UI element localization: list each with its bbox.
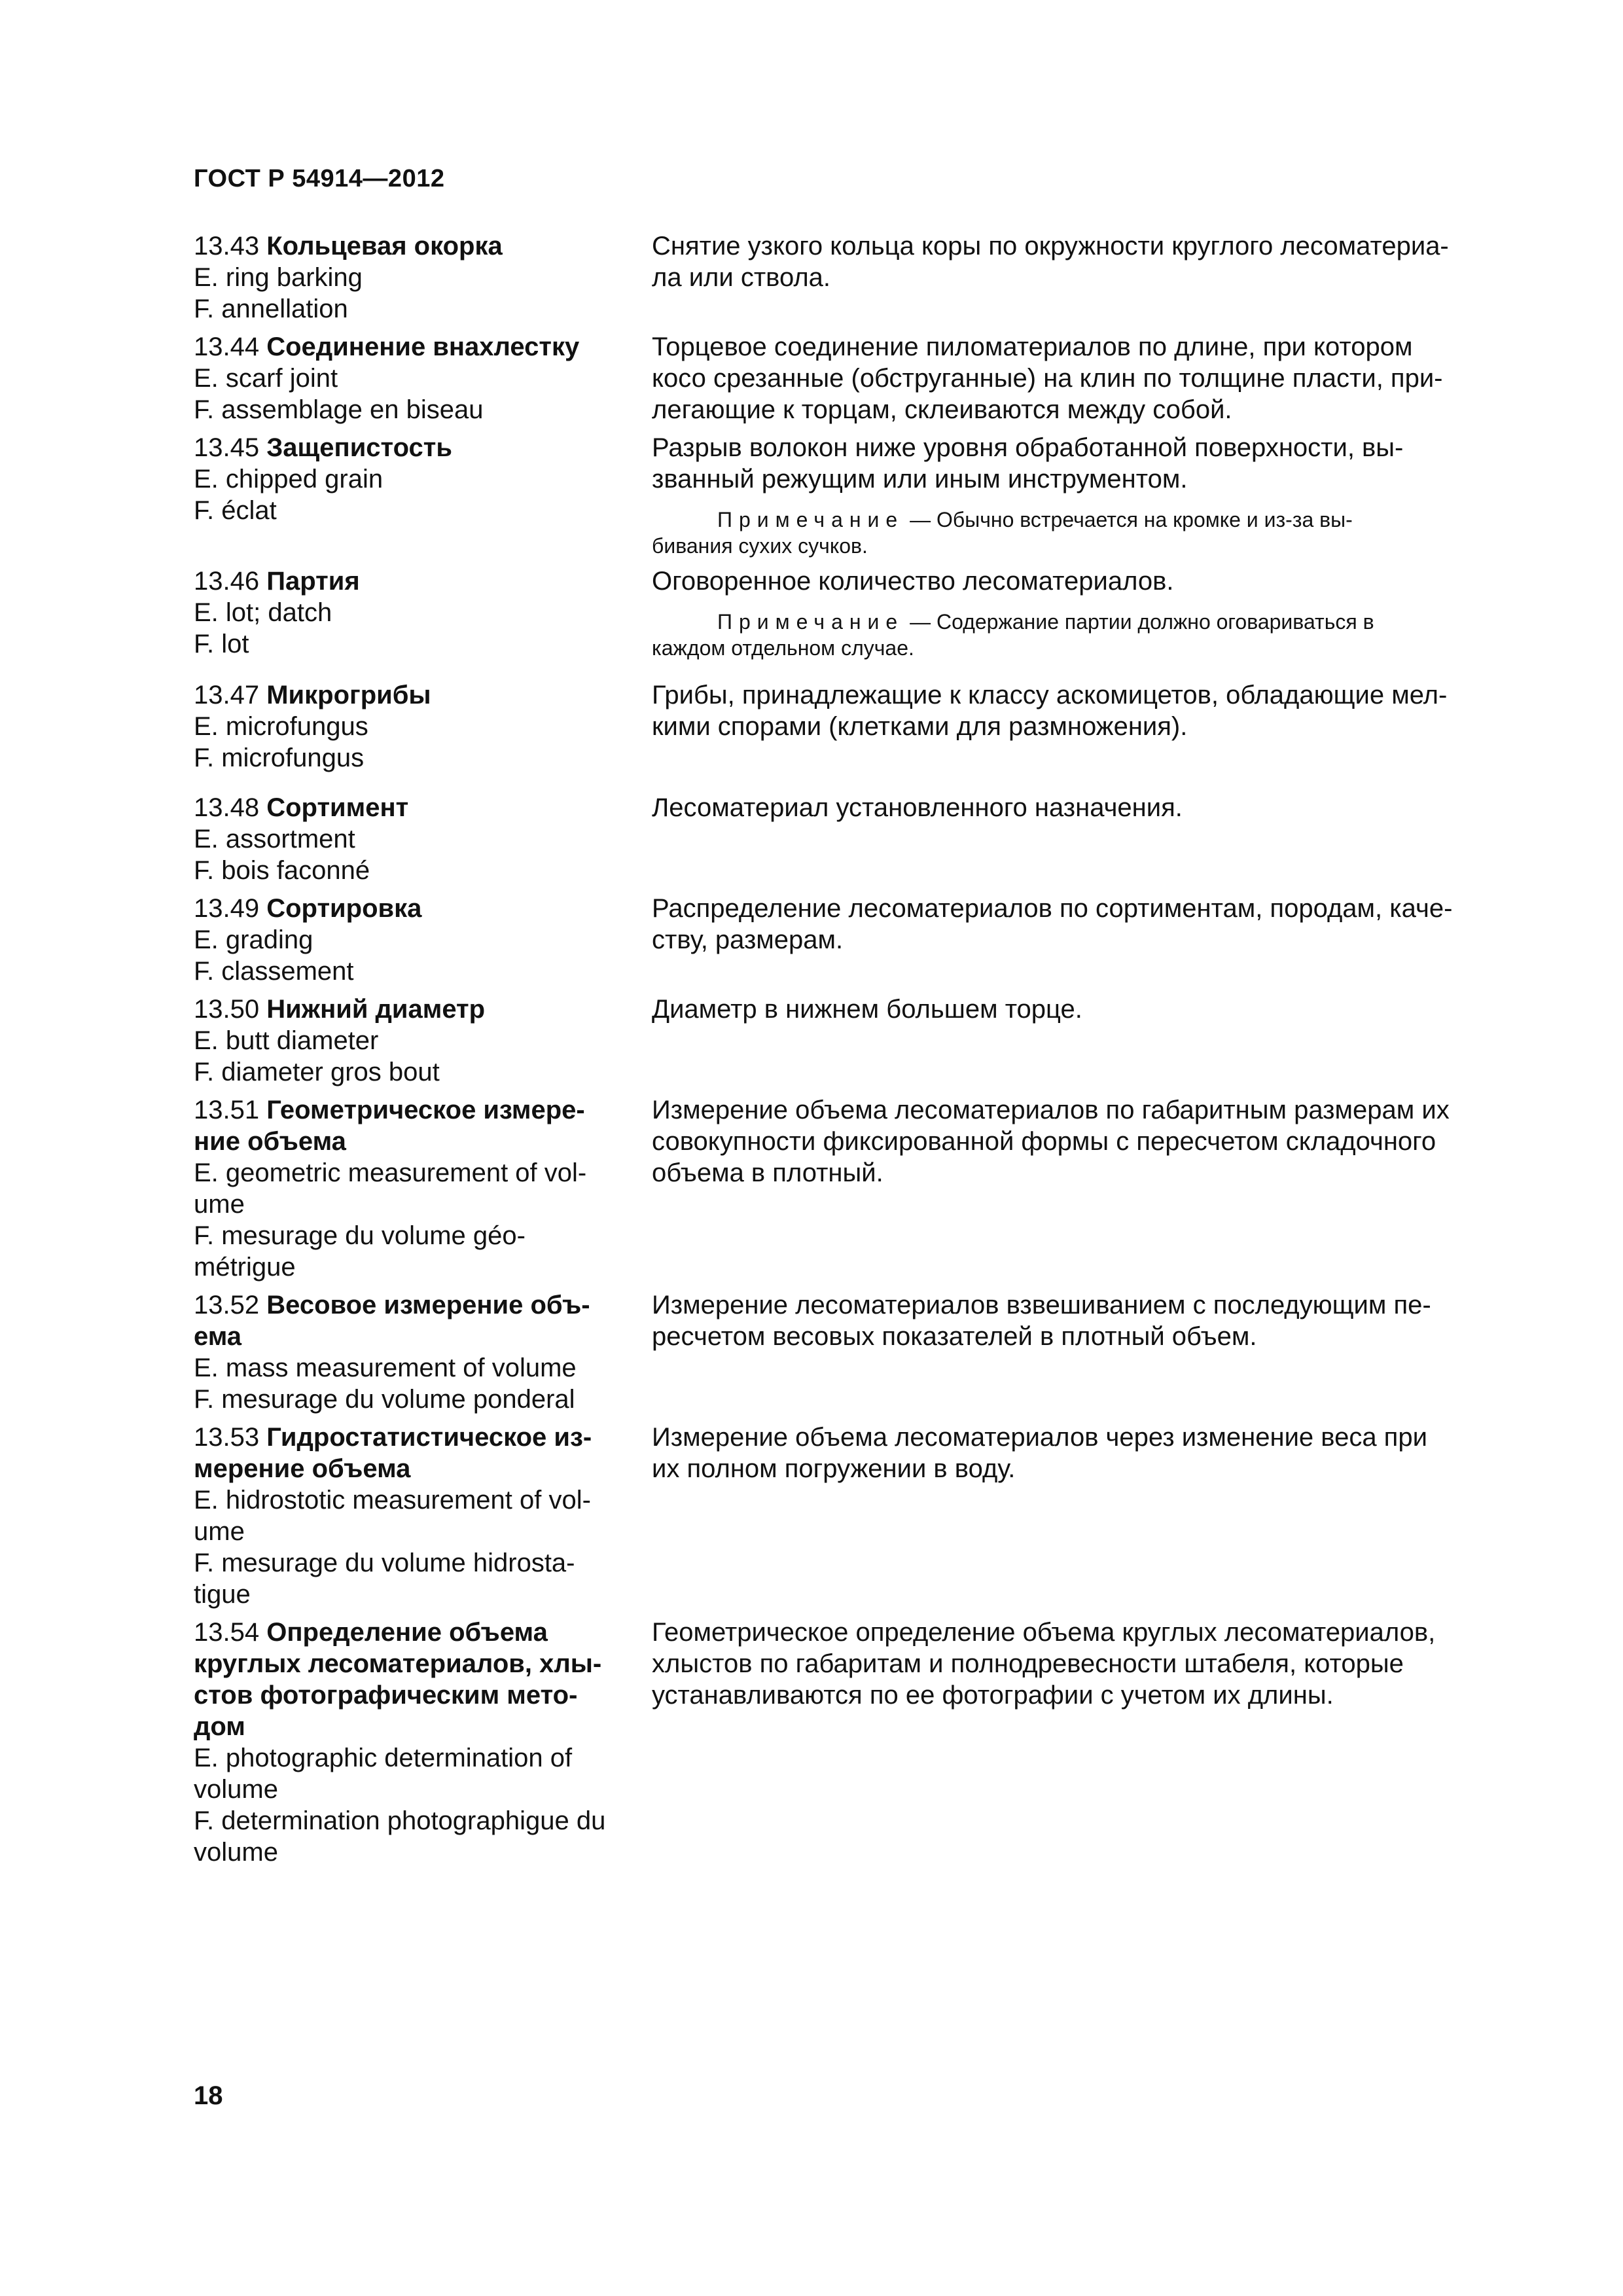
term-entry: [194, 893, 1516, 987]
english-equivalent: E. hidrostotic measurement of vol-: [194, 1486, 591, 1515]
term-column: [194, 1289, 637, 1415]
term-line: [194, 1126, 620, 1157]
french-equivalent: F. classement: [194, 957, 354, 986]
term-name: дом: [194, 1712, 245, 1741]
term-line: [194, 1648, 620, 1679]
definition-line: Измерение лесоматериалов взвешиванием с последующим пе-: [652, 1291, 1431, 1319]
french-equivalent: tigue: [194, 1580, 251, 1609]
definition-line: совокупности фиксированной формы с пересчетом складочного: [652, 1127, 1436, 1156]
french-equivalent: F. diameter gros bout: [194, 1058, 440, 1086]
term-line: [194, 893, 620, 924]
definition-line: объема в плотный.: [652, 1158, 883, 1187]
definition-line: Измерение объема лесоматериалов по габаритным размерам их: [652, 1096, 1450, 1124]
term-column: [194, 1094, 637, 1283]
english-equivalent: E. butt diameter: [194, 1026, 379, 1055]
term-column: [194, 565, 637, 661]
term-name: мерение объема: [194, 1454, 411, 1483]
term-number: 13.51: [194, 1096, 260, 1124]
term-entry: [194, 994, 1516, 1088]
french-equivalent: métrigue: [194, 1253, 296, 1282]
term-column: [194, 792, 637, 886]
french-equivalent: F. mesurage du volume hidrosta-: [194, 1549, 575, 1577]
term-entry: [194, 679, 1516, 774]
definition-line: кими спорами (клетками для размножения).: [652, 712, 1188, 741]
french-equivalent: F. mesurage du volume géo-: [194, 1221, 526, 1250]
definition-column: [652, 565, 1505, 661]
term-line: [194, 1321, 620, 1352]
term-name: Весовое измерение объ-: [266, 1291, 590, 1319]
term-entry: [194, 1617, 1516, 1868]
term-name: Защепистость: [266, 433, 452, 462]
english-equivalent: E. geometric measurement of vol-: [194, 1158, 587, 1187]
term-entry: [194, 565, 1516, 661]
term-column: [194, 1617, 637, 1868]
french-equivalent: F. éclat: [194, 496, 277, 525]
term-name: Геометрическое измере-: [266, 1096, 585, 1124]
definition-line: ресчетом весовых показателей в плотный объем.: [652, 1322, 1257, 1351]
term-number: 13.48: [194, 793, 260, 822]
definition-line: Геометрическое определение объема круглых лесоматериалов,: [652, 1618, 1436, 1647]
term-line: [194, 1289, 620, 1321]
term-entry: [194, 432, 1516, 559]
french-equivalent: F. bois faconné: [194, 856, 370, 885]
term-line: [194, 1094, 620, 1126]
term-number: 13.53: [194, 1423, 260, 1452]
term-entry: [194, 1094, 1516, 1283]
term-name: Сортировка: [266, 894, 422, 923]
definition-column: [652, 331, 1505, 425]
english-equivalent: E. scarf joint: [194, 364, 338, 393]
definition-line: Распределение лесоматериалов по сортиментам, породам, каче-: [652, 894, 1453, 923]
definition-line: Торцевое соединение пиломатериалов по длине, при котором: [652, 332, 1413, 361]
term-entry: [194, 1422, 1516, 1610]
term-column: [194, 1422, 637, 1610]
definition-column: [652, 1289, 1505, 1415]
term-column: [194, 331, 637, 425]
term-name: Микрогрибы: [266, 681, 431, 709]
term-entry: [194, 792, 1516, 886]
term-name: Нижний диаметр: [266, 995, 486, 1024]
term-name: Соединение внахлестку: [266, 332, 580, 361]
note-label: Примечание: [717, 508, 904, 531]
term-line: [194, 1617, 620, 1648]
term-number: 13.54: [194, 1618, 260, 1647]
term-number: 13.49: [194, 894, 260, 923]
definition-line: ла или ствола.: [652, 263, 831, 292]
term-name: Гидростатистическое из-: [266, 1423, 592, 1452]
definition-column: [652, 1422, 1505, 1610]
french-equivalent: F. lot: [194, 630, 249, 658]
term-column: [194, 230, 637, 325]
english-equivalent: E. ring barking: [194, 263, 363, 292]
standard-header: ГОСТ Р 54914—2012: [194, 165, 445, 192]
term-column: [194, 893, 637, 987]
definition-line: Снятие узкого кольца коры по окружности круглого лесоматериа-: [652, 232, 1449, 260]
term-number: 13.44: [194, 332, 260, 361]
term-line: [194, 230, 620, 262]
term-line: [194, 679, 620, 711]
definition-line: ству, размерам.: [652, 925, 844, 954]
definition-column: [652, 994, 1505, 1088]
definition-column: [652, 792, 1505, 886]
definition-column: [652, 432, 1505, 559]
french-equivalent: volume: [194, 1838, 278, 1867]
term-line: [194, 1453, 620, 1484]
term-entry: [194, 1289, 1516, 1415]
definition-column: [652, 1094, 1505, 1283]
english-equivalent: E. grading: [194, 925, 313, 954]
english-equivalent: E. lot; datch: [194, 598, 332, 627]
french-equivalent: F. assemblage en biseau: [194, 395, 484, 424]
definition-line: легающие к торцам, склеиваются между собой.: [652, 395, 1232, 424]
definition-line: хлыстов по габаритам и полнодревесности штабеля, которые: [652, 1649, 1404, 1678]
term-name: Партия: [266, 567, 360, 596]
french-equivalent: F. determination photographigue du: [194, 1806, 606, 1835]
english-equivalent: E. microfungus: [194, 712, 368, 741]
term-column: [194, 994, 637, 1088]
definition-line: Оговоренное количество лесоматериалов.: [652, 567, 1174, 596]
term-number: 13.47: [194, 681, 260, 709]
definition-note: [652, 609, 1505, 661]
term-name: ние объема: [194, 1127, 346, 1156]
english-equivalent: volume: [194, 1775, 278, 1804]
term-name: Сортимент: [266, 793, 409, 822]
definition-line: Диаметр в нижнем большем торце.: [652, 995, 1082, 1024]
english-equivalent: E. mass measurement of volume: [194, 1354, 577, 1382]
note-text: — Содержание партии должно оговариваться в: [904, 610, 1374, 634]
english-equivalent: E. chipped grain: [194, 465, 383, 493]
term-name: ема: [194, 1322, 242, 1351]
french-equivalent: F. microfungus: [194, 744, 365, 772]
definition-note: [652, 507, 1505, 559]
term-line: [194, 432, 620, 463]
english-equivalent: E. photographic determination of: [194, 1744, 573, 1772]
note-text-continued: бивания сухих сучков.: [652, 534, 868, 558]
english-equivalent: ume: [194, 1190, 245, 1219]
term-number: 13.45: [194, 433, 260, 462]
term-line: [194, 994, 620, 1025]
french-equivalent: F. mesurage du volume ponderal: [194, 1385, 575, 1414]
definition-column: [652, 230, 1505, 325]
term-entry: [194, 331, 1516, 425]
term-name: круглых лесоматериалов, хлы-: [194, 1649, 602, 1678]
term-number: 13.46: [194, 567, 260, 596]
french-equivalent: F. annellation: [194, 295, 348, 323]
term-line: [194, 1679, 620, 1711]
definition-line: Разрыв волокон ниже уровня обработанной поверхности, вы-: [652, 433, 1404, 462]
term-line: [194, 331, 620, 363]
page-number: 18: [194, 2081, 223, 2110]
definition-column: [652, 893, 1505, 987]
term-line: [194, 1422, 620, 1453]
term-name: стов фотографическим мето-: [194, 1681, 578, 1710]
term-column: [194, 432, 637, 559]
term-number: 13.50: [194, 995, 260, 1024]
definition-column: [652, 1617, 1505, 1868]
term-line: [194, 792, 620, 823]
english-equivalent: E. assortment: [194, 825, 355, 853]
english-equivalent: ume: [194, 1517, 245, 1546]
term-number: 13.43: [194, 232, 260, 260]
term-column: [194, 679, 637, 774]
note-text: — Обычно встречается на кромке и из-за вы-: [904, 508, 1353, 531]
definition-line: их полном погружении в воду.: [652, 1454, 1016, 1483]
definition-column: [652, 679, 1505, 774]
definition-line: Грибы, принадлежащие к классу аскомицетов, обладающие мел-: [652, 681, 1448, 709]
definition-line: косо срезанные (обструганные) на клин по толщине пласти, при-: [652, 364, 1443, 393]
definition-line: устанавливаются по ее фотографии с учетом их длины.: [652, 1681, 1334, 1710]
term-name: Кольцевая окорка: [266, 232, 503, 260]
term-number: 13.52: [194, 1291, 260, 1319]
terms-list: [194, 230, 1516, 1874]
note-label: Примечание: [717, 610, 904, 634]
term-entry: [194, 230, 1516, 325]
definition-line: Лесоматериал установленного назначения.: [652, 793, 1183, 822]
definition-line: званный режущим или иным инструментом.: [652, 465, 1188, 493]
term-line: [194, 1711, 620, 1742]
definition-line: Измерение объема лесоматериалов через изменение веса при: [652, 1423, 1427, 1452]
term-line: [194, 565, 620, 597]
term-name: Определение объема: [266, 1618, 548, 1647]
note-text-continued: каждом отдельном случае.: [652, 636, 914, 660]
